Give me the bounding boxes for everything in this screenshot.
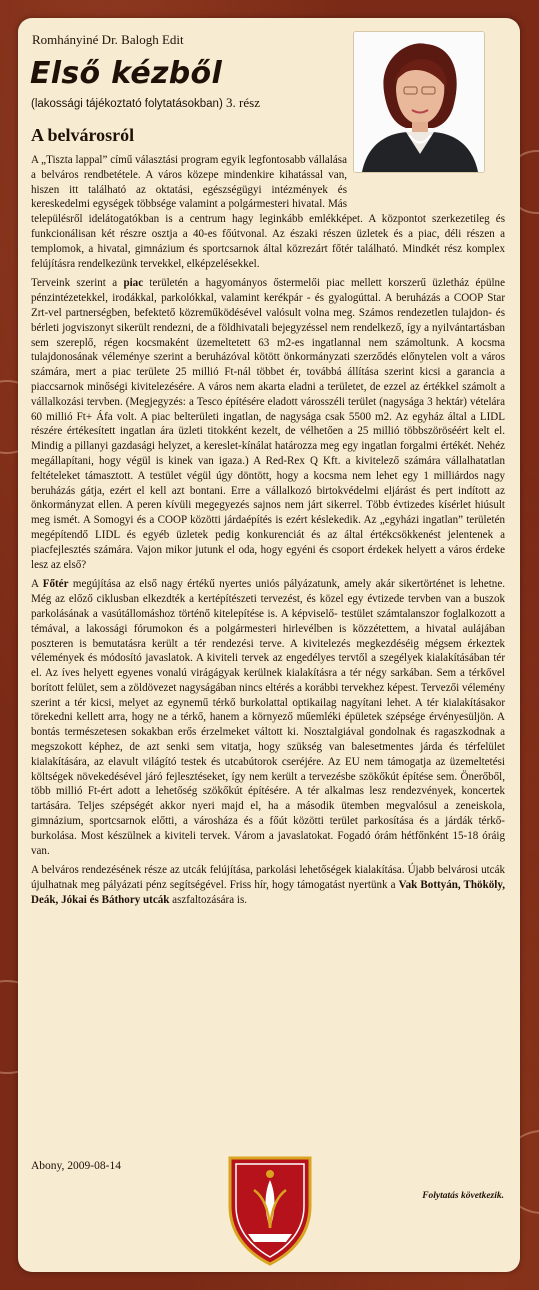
article-date: Abony, 2009-08-14 <box>31 1160 121 1172</box>
paragraph-text: A <box>31 578 43 591</box>
subtitle-text: (lakossági tájékoztató folytatásokban) <box>31 98 223 110</box>
article-paragraph <box>31 577 505 858</box>
subtitle-part: 3. rész <box>226 95 260 110</box>
article-headline: Első kézből <box>30 56 223 91</box>
paragraph-text: területén a hagyományos őstermelői piac mellett korszerű üzletház épülne pénzintézetekkel, irodákkal, parkolókkal, valamint kerékpár - és gyalogúttal. A beruházás a COOP Star Zrt-vel partnerségben, befektető közreműködésével valósult volna meg. Számos rendezetlen tulajdon- és bérleti jogviszonyt sikerült rendezni, de a földhivatali bejegyzéssel nem rendelkező, így a nyilvántartásban sem szereplő, régen kocsmaként üzemeltetett 63 m2-es ingatlannal nem számoltunk. A kocsma tulajdonosának véleménye szerint a beruházóval kötött önkormányzati szerződés előnytelen volt a város számára, mert a piac területe 25 millió Ft-nál többet ér, továbbá állítása szerint kicsi a garancia a piaccsarnok minőségi kivitelezésére. A város nem akarta eladni a területet, de ezzel az értékkel számolt a vállalkozási tervben. (Megjegyzés: a Tesco építésére eladott városszéli terület (nagysága 3 hektár) vételára 60 millió Ft+ Áfa volt. A piac belterületi ingatlan, de nagysága csak 5500 m2. Az egyház által a LIDL részére értékesített ingatlan ára üzleti titokként kezelt, de vélhetően a 25 millió többszöröséért kelt el. Mindig a pillanyi gazdasági helyzet, a kereslet-kínálat határozza meg egy ingatlan forgalmi értékét. Nehéz megállapítani, hogy végül is kinek van igaza.) A Red-Rex Q Kft. a kivitelező számára vállalhatatlan feltételeket támasztott. A testület végül úgy döntött, hogy a kocsma nem lehet egy 1 milliárdos nagy beruházás gátja, ezért el kell azt bontani. Erre a vállalkozó birtokvédelmi eljárást és pert indított az önkormányzat ellen. A peren kívüli megegyezés sajnos nem járt sikerrel. Több évtizedes kísérlet hiúsult meg ismét. A Somogyi és a COOP közötti járdaépítés is ezért késlekedik. Az „egyházi ingatlan” területén megépítendő LIDL és egyéb üzletek pedig konkurenciát és az által értékcsökkenést jelentenek a piacfejlesztés számára. Vajon mikor jutunk el oda, hogy egyéni és csoport érdekek helyett a város érdeke lesz az első? <box>31 277 505 571</box>
author-name: Romhányiné Dr. Balogh Edit <box>32 32 184 47</box>
portrait-illustration <box>354 32 484 172</box>
paragraph-text: aszfaltozására is. <box>169 894 247 907</box>
article-panel <box>18 18 520 1272</box>
coat-of-arms-icon <box>220 1154 320 1266</box>
article-paragraph <box>31 863 505 907</box>
article-body <box>31 153 505 913</box>
highlight-term: Főtér <box>42 578 69 591</box>
highlight-term: Vak Bottyán, Thököly, Deák, Jókai és Báthory utcák <box>31 879 505 907</box>
continues-note: Folytatás következik. <box>422 1191 504 1201</box>
highlight-term: piac <box>123 277 144 290</box>
paragraph-text: Terveink szerint a <box>31 277 124 290</box>
article-paragraph <box>31 276 505 572</box>
paragraph-text: megújítása az első nagy értékű nyertes uniós pályázatunk, amely akár sikertörténet is lehetne. Még az előző ciklusban elkezdték a kertépítészeti tervezést, és közel egy évtizede tervben van a buszok parkolásának a vasútállomáshoz történő kitelepítése is. A képviselő- testület számtalanszor foglalkozott a témával, a lakossági fórumokon és a polgármesteri hirlevélben is közzétettem, a hivatal aulájában poszteren is bemutatásra került a tér rendezési terve. A kivitelezés megkezdéséig mégsem érkeztek vélemények és módosító javaslatok. A kiviteli tervek az engedélyes tervtől a szegélyek kialakításában tér el. Az íves helyett egyenes vonalú virágágyak kerülnek kialakításra a tér négy sarkában. Sem a térkővel borított felület, sem a zöldövezet nagyságában nincs eltérés a korábbi tervekhez képest. Tervezői vélemény szerint a tér kicsi, melyet az egynemű térkő burkolattal optikailag nagyítani lehet. A tér kialakításakor törekedni kellett arra, hogy ne a térkő, hanem a környező műemléki épületek szépsége érvényesüljön. A bontás természetesen sokakban erős érzelmeket váltott ki. Nosztalgiával gondolnak és ragaszkodnak a megszokott képhez, de azt senki sem vitatja, hogy szükség van balesetmentes járda és térfelület kialakítására, az elavult világító testek és utcabútorok cseréjére. Az EU nem támogatja az üzemeltetési költségek növekedésével járó fejlesztéseket, így nem került a tervezésbe szökőkút építése sem. Önerőből, több millió Ft-ért adott a lehetőség szökőkút építésére. A tér alkalmas lesz rendezvények, koncertek tartására. Teljes szépségét akkor nyeri majd el, ha a második ütemben megvalósul a zeneiskola, gimnázium, sportcsarnok előtti, a városháza és a főút közötti terület parkosítása és a járdák térkő-burkolása. Most készülnek a kiviteli tervek. Várom a javaslatokat. Fogadó órám hétfőnként 15-18 óráig van. <box>31 578 505 857</box>
article-subtitle <box>31 95 260 111</box>
author-portrait-icon <box>353 31 485 173</box>
paragraph-text: A belváros rendezésének része az utcák felújítása, parkolási lehetőségek kialakítása. Újabb belvárosi utcák újulhatnak meg pályázati pénz segítségével. Friss hír, hogy támogatást nyertünk a <box>31 864 505 892</box>
article-paragraph: A „Tiszta lappal” című választási program egyik legfontosabb vállalása a belváros rendbetétele. A város közepe mindenkire kihatással van, hiszen itt található az oktatási, egészségügyi intézmények és kereskedelmi egységek többsége valamint a polgármesteri hivatal. Más településről idelátogatókban is a centrum hagy leginkább emlékképet. A központot szerkezetileg és funkcionálisan két részre osztja a 40-es főútvonal. Az északi részen üzletek és a piac, déli részen a templomok, a hivatal, gimnázium és sportcsarnok által közrezárt főtér található. Mindkét rész komplex felújításra rendelkezünk tervekkel, elképzelésekkel. <box>31 154 505 270</box>
section-title: A belvárosról <box>31 125 135 145</box>
